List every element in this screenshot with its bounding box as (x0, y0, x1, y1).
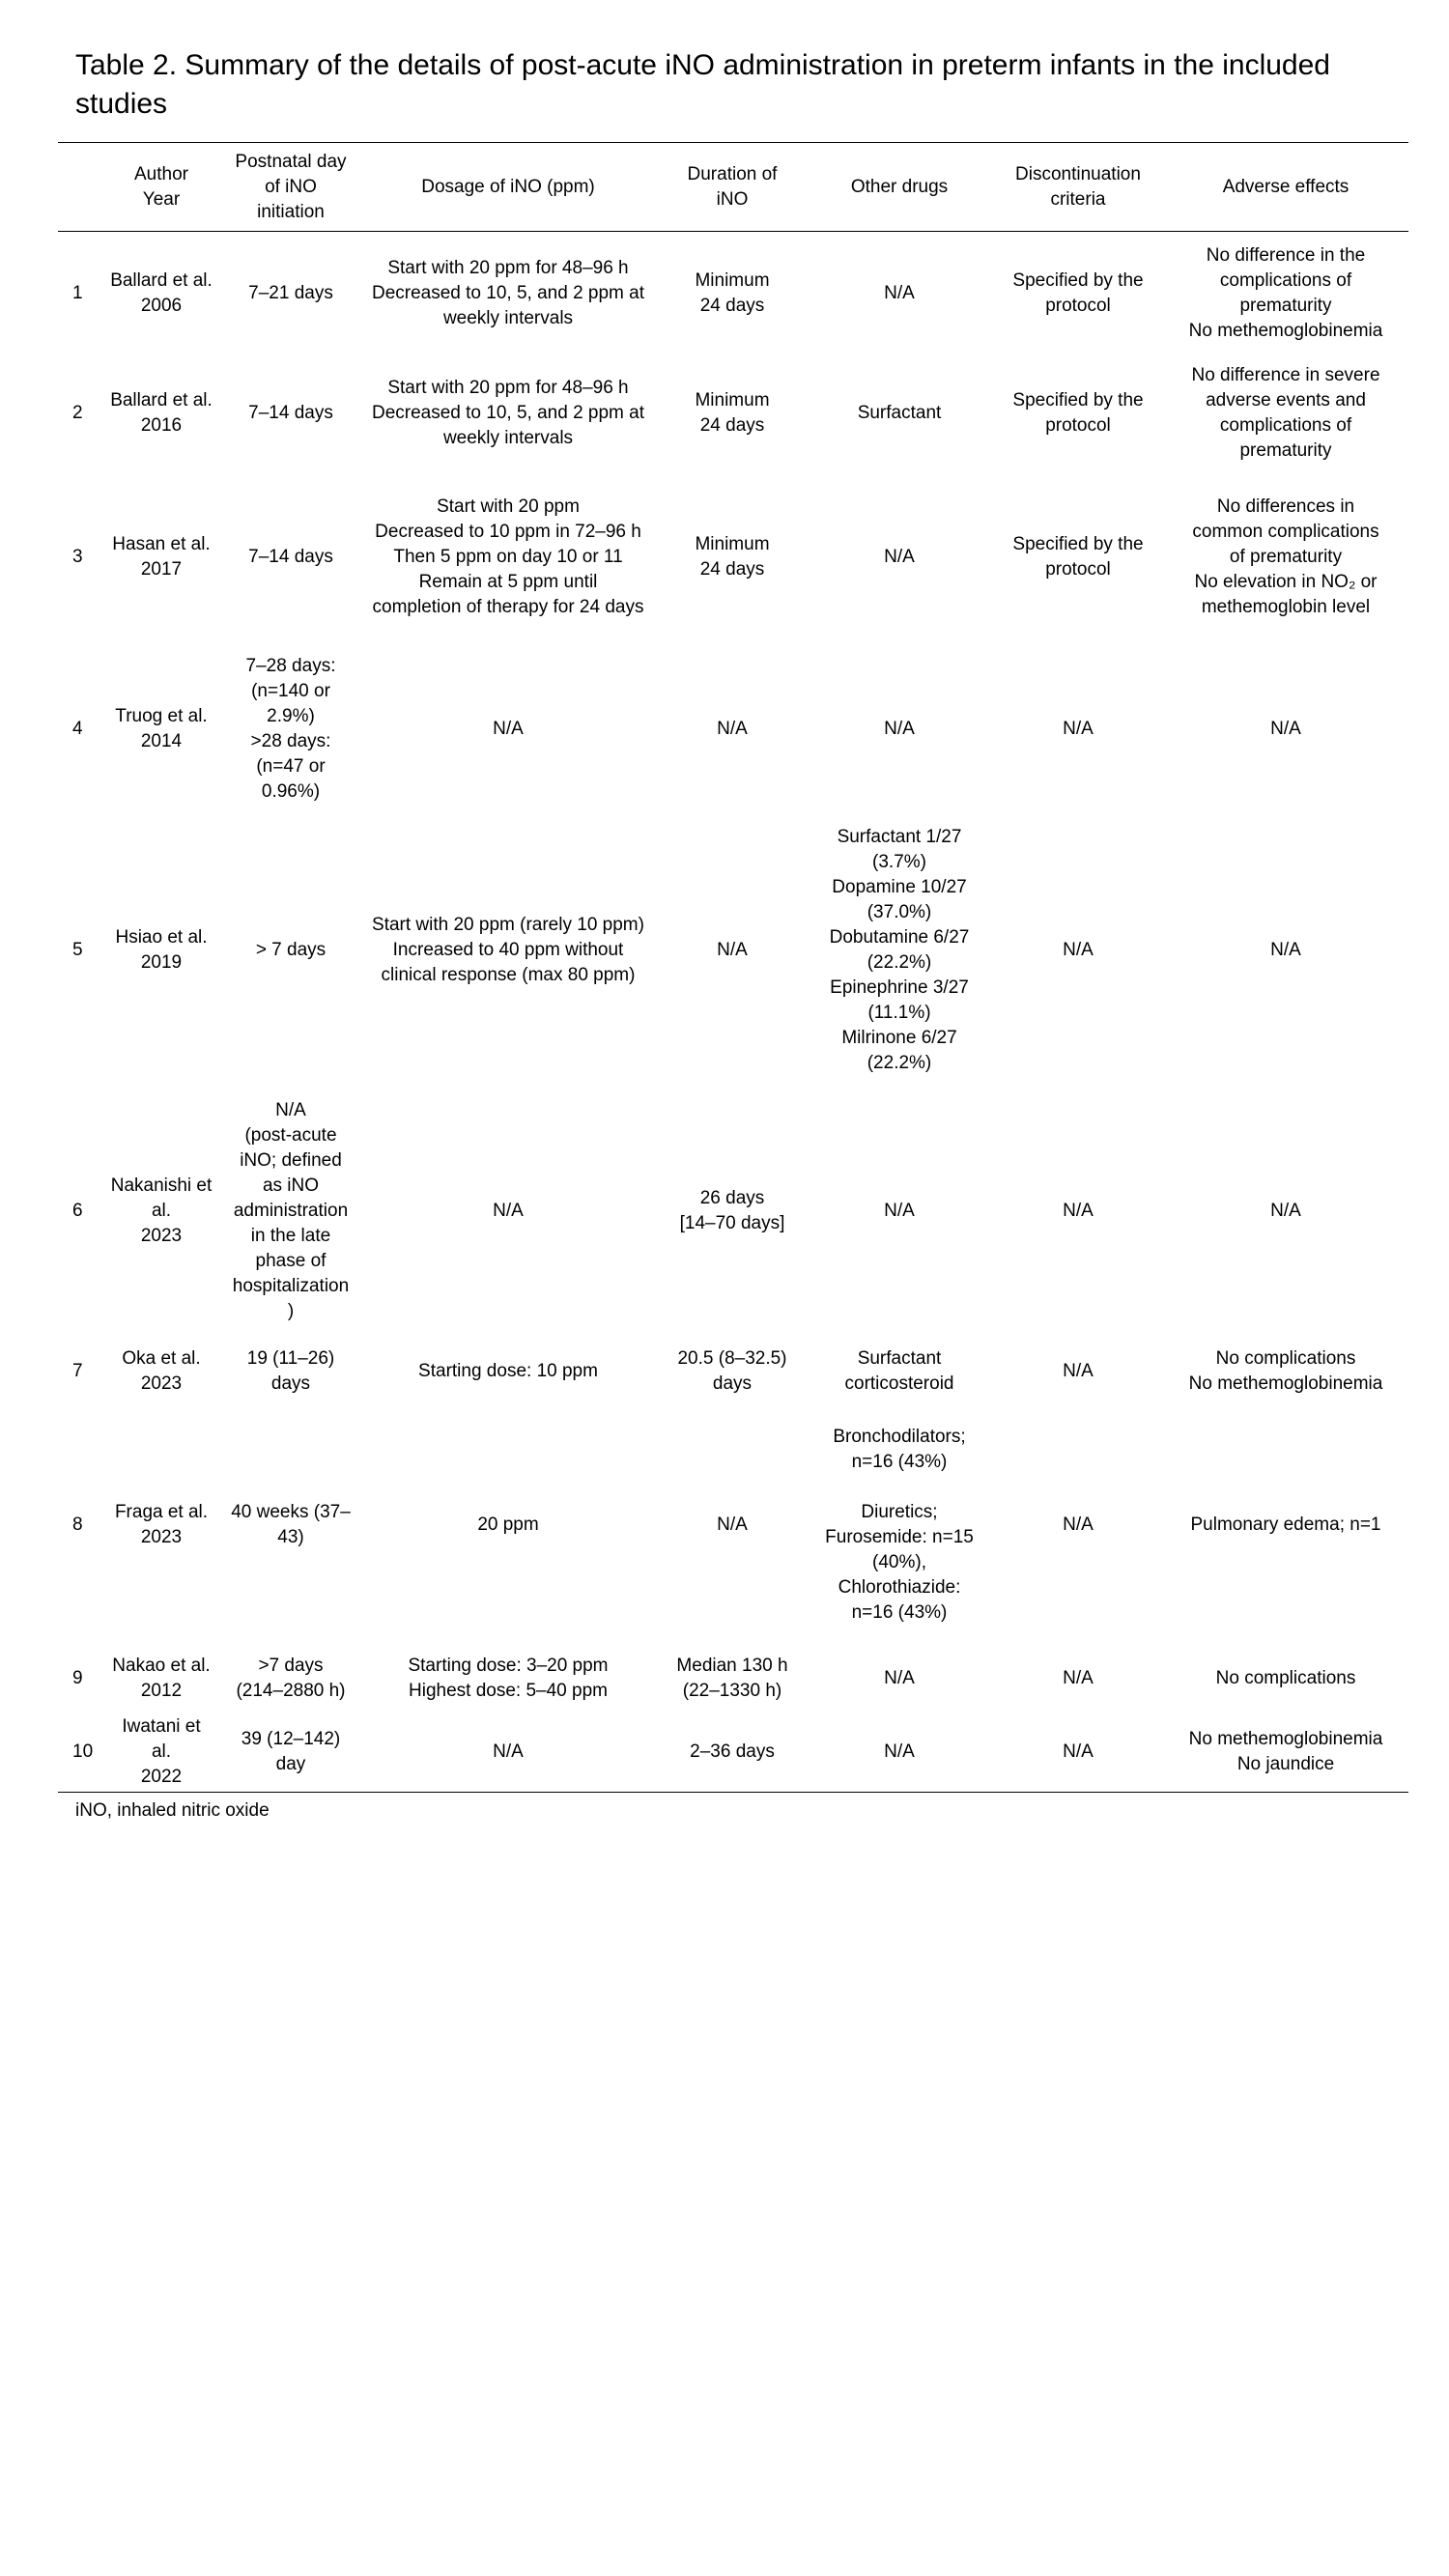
cell-dosage: Start with 20 ppm for 48–96 h Decreased to 10, 5, and 2 ppm at weekly intervals (371, 377, 644, 448)
cell-number: 8 (72, 1514, 83, 1535)
cell-other-drugs: N/A (884, 1200, 915, 1221)
cell-other-drugs: N/A (806, 1713, 993, 1793)
cell-dosage: N/A (493, 1200, 524, 1221)
col-header-other-drugs: Other drugs (806, 143, 993, 232)
col-header-dosage: Dosage of iNO (ppm) (357, 143, 659, 232)
cell-discontinuation: N/A (1063, 1667, 1094, 1688)
cell-duration: Minimum 24 days (695, 269, 770, 316)
header-row (58, 143, 1408, 232)
col-header-author: Author Year (99, 143, 224, 232)
cell-adverse-effects: N/A (1270, 939, 1301, 960)
cell-postnatal-day: 7–14 days (248, 402, 333, 423)
cell-postnatal-day: 39 (12–142) day (224, 1713, 357, 1793)
cell-dosage: Starting dose: 10 ppm (418, 1360, 598, 1381)
cell-discontinuation: Specified by the protocol (1012, 389, 1144, 436)
table-row (58, 643, 1408, 815)
cell-discontinuation: N/A (1063, 939, 1094, 960)
cell-author: Ballard et al. 2006 (110, 269, 213, 316)
col-header-postnatal-day: Postnatal day of iNO initiation (224, 143, 357, 232)
cell-adverse-effects: N/A (1270, 1200, 1301, 1221)
cell-discontinuation: N/A (1063, 1360, 1094, 1381)
col-header-number (58, 143, 99, 232)
cell-dosage: N/A (493, 718, 524, 739)
cell-author: Fraga et al. 2023 (114, 1501, 209, 1547)
cell-duration: N/A (717, 939, 748, 960)
cell-number: 10 (58, 1713, 99, 1793)
cell-other-drugs: N/A (884, 282, 915, 303)
cell-discontinuation: N/A (1063, 718, 1094, 739)
cell-author: Hsiao et al. 2019 (115, 926, 208, 973)
cell-author: Nakao et al. 2012 (112, 1655, 211, 1701)
cell-duration: Minimum 24 days (695, 533, 770, 580)
cell-adverse-effects: No difference in the complications of prematurity No methemoglobinemia (1188, 244, 1383, 341)
table-row (58, 1086, 1408, 1337)
cell-adverse-effects: No complications No methemoglobinemia (1188, 1347, 1383, 1394)
cell-duration: N/A (717, 1514, 748, 1535)
cell-discontinuation: N/A (1063, 1514, 1094, 1535)
cell-number: 1 (72, 282, 83, 303)
cell-author: Hasan et al. 2017 (112, 533, 211, 580)
cell-discontinuation: Specified by the protocol (1012, 269, 1144, 316)
cell-postnatal-day: 7–21 days (248, 282, 333, 303)
cell-discontinuation: Specified by the protocol (1012, 533, 1144, 580)
col-header-discontinuation: Discontinuation criteria (993, 143, 1163, 232)
col-header-duration: Duration of iNO (659, 143, 806, 232)
cell-duration: Minimum 24 days (695, 389, 770, 436)
cell-postnatal-day: 7–28 days: (n=140 or 2.9%) >28 days: (n=47 or 0.96%) (245, 655, 336, 802)
table-row (58, 1713, 1408, 1793)
table-row (58, 1644, 1408, 1713)
cell-number: 3 (72, 546, 83, 567)
cell-adverse-effects: No methemoglobinemia No jaundice (1163, 1713, 1408, 1793)
cell-adverse-effects: Pulmonary edema; n=1 (1190, 1514, 1381, 1535)
cell-postnatal-day: 40 weeks (37– 43) (231, 1501, 351, 1547)
table-title: Table 2. Summary of the details of post-acute iNO administration in preterm infants in the included studies (75, 49, 1330, 120)
cell-number: 5 (72, 939, 83, 960)
cell-postnatal-day: N/A (post-acute iNO; defined as iNO administration in the late phase of hospitalization ) (232, 1099, 350, 1321)
cell-postnatal-day: 7–14 days (248, 546, 333, 567)
cell-author: Oka et al. 2023 (122, 1347, 201, 1394)
cell-dosage: Start with 20 ppm Decreased to 10 ppm in 72–96 h Then 5 ppm on day 10 or 11 Remain at 5 ppm until completion of therapy for 24 days (372, 495, 644, 617)
table-row (58, 232, 1408, 355)
table-row (58, 815, 1408, 1086)
cell-number: 2 (72, 402, 83, 423)
cell-number: 4 (72, 718, 83, 739)
cell-author: Ballard et al. 2016 (110, 389, 213, 436)
cell-dosage: Starting dose: 3–20 ppm Highest dose: 5–40 ppm (408, 1655, 609, 1701)
table-row (58, 1337, 1408, 1406)
cell-adverse-effects: No complications (1215, 1667, 1356, 1688)
col-header-adverse-effects: Adverse effects (1163, 143, 1408, 232)
cell-other-drugs: Surfactant (857, 402, 942, 423)
cell-dosage: N/A (357, 1713, 659, 1793)
cell-adverse-effects: No differences in common complications of prematurity No elevation in NO₂ or methemoglobin level (1192, 495, 1379, 617)
table-row (58, 471, 1408, 643)
cell-dosage: Start with 20 ppm (rarely 10 ppm) Increased to 40 ppm without clinical response (max 80 ppm) (372, 914, 644, 985)
cell-number: 9 (72, 1667, 83, 1688)
table-footnote: iNO, inhaled nitric oxide (75, 1800, 270, 1821)
cell-duration: 2–36 days (659, 1713, 806, 1793)
cell-other-drugs: N/A (884, 1667, 915, 1688)
cell-discontinuation: N/A (993, 1713, 1163, 1793)
table-row (58, 1406, 1408, 1644)
cell-other-drugs: Bronchodilators; n=16 (43%) Diuretics; Furosemide: n=15 (40%), Chlorothiazide: n=16 (43%) (825, 1426, 974, 1623)
table-row (58, 355, 1408, 471)
cell-discontinuation: N/A (1063, 1200, 1094, 1221)
summary-table (58, 142, 1408, 1793)
cell-duration: Median 130 h (22–1330 h) (676, 1655, 788, 1701)
cell-other-drugs: N/A (884, 718, 915, 739)
cell-postnatal-day: 19 (11–26) days (246, 1347, 335, 1394)
cell-other-drugs: Surfactant 1/27 (3.7%) Dopamine 10/27 (37.0%) Dobutamine 6/27 (22.2%) Epinephrine 3/27 (11.1%) Milrinone 6/27 (22.2%) (829, 826, 970, 1073)
cell-number: 7 (72, 1360, 83, 1381)
cell-duration: N/A (717, 718, 748, 739)
cell-other-drugs: Surfactant corticosteroid (844, 1347, 954, 1394)
cell-dosage: Start with 20 ppm for 48–96 h Decreased to 10, 5, and 2 ppm at weekly intervals (371, 257, 644, 328)
cell-number: 6 (72, 1200, 83, 1221)
cell-duration: 26 days [14–70 days] (679, 1187, 785, 1233)
cell-author: Nakanishi et al. 2023 (110, 1175, 213, 1246)
cell-author: Iwatani et al. 2022 (99, 1713, 224, 1793)
cell-adverse-effects: No difference in severe adverse events and complications of prematurity (1191, 364, 1380, 461)
cell-adverse-effects: N/A (1270, 718, 1301, 739)
cell-dosage: 20 ppm (477, 1514, 539, 1535)
cell-postnatal-day: > 7 days (255, 939, 327, 960)
cell-duration: 20.5 (8–32.5) days (677, 1347, 787, 1394)
cell-other-drugs: N/A (884, 546, 915, 567)
cell-author: Truog et al. 2014 (115, 705, 208, 751)
cell-postnatal-day: >7 days (214–2880 h) (236, 1655, 346, 1701)
